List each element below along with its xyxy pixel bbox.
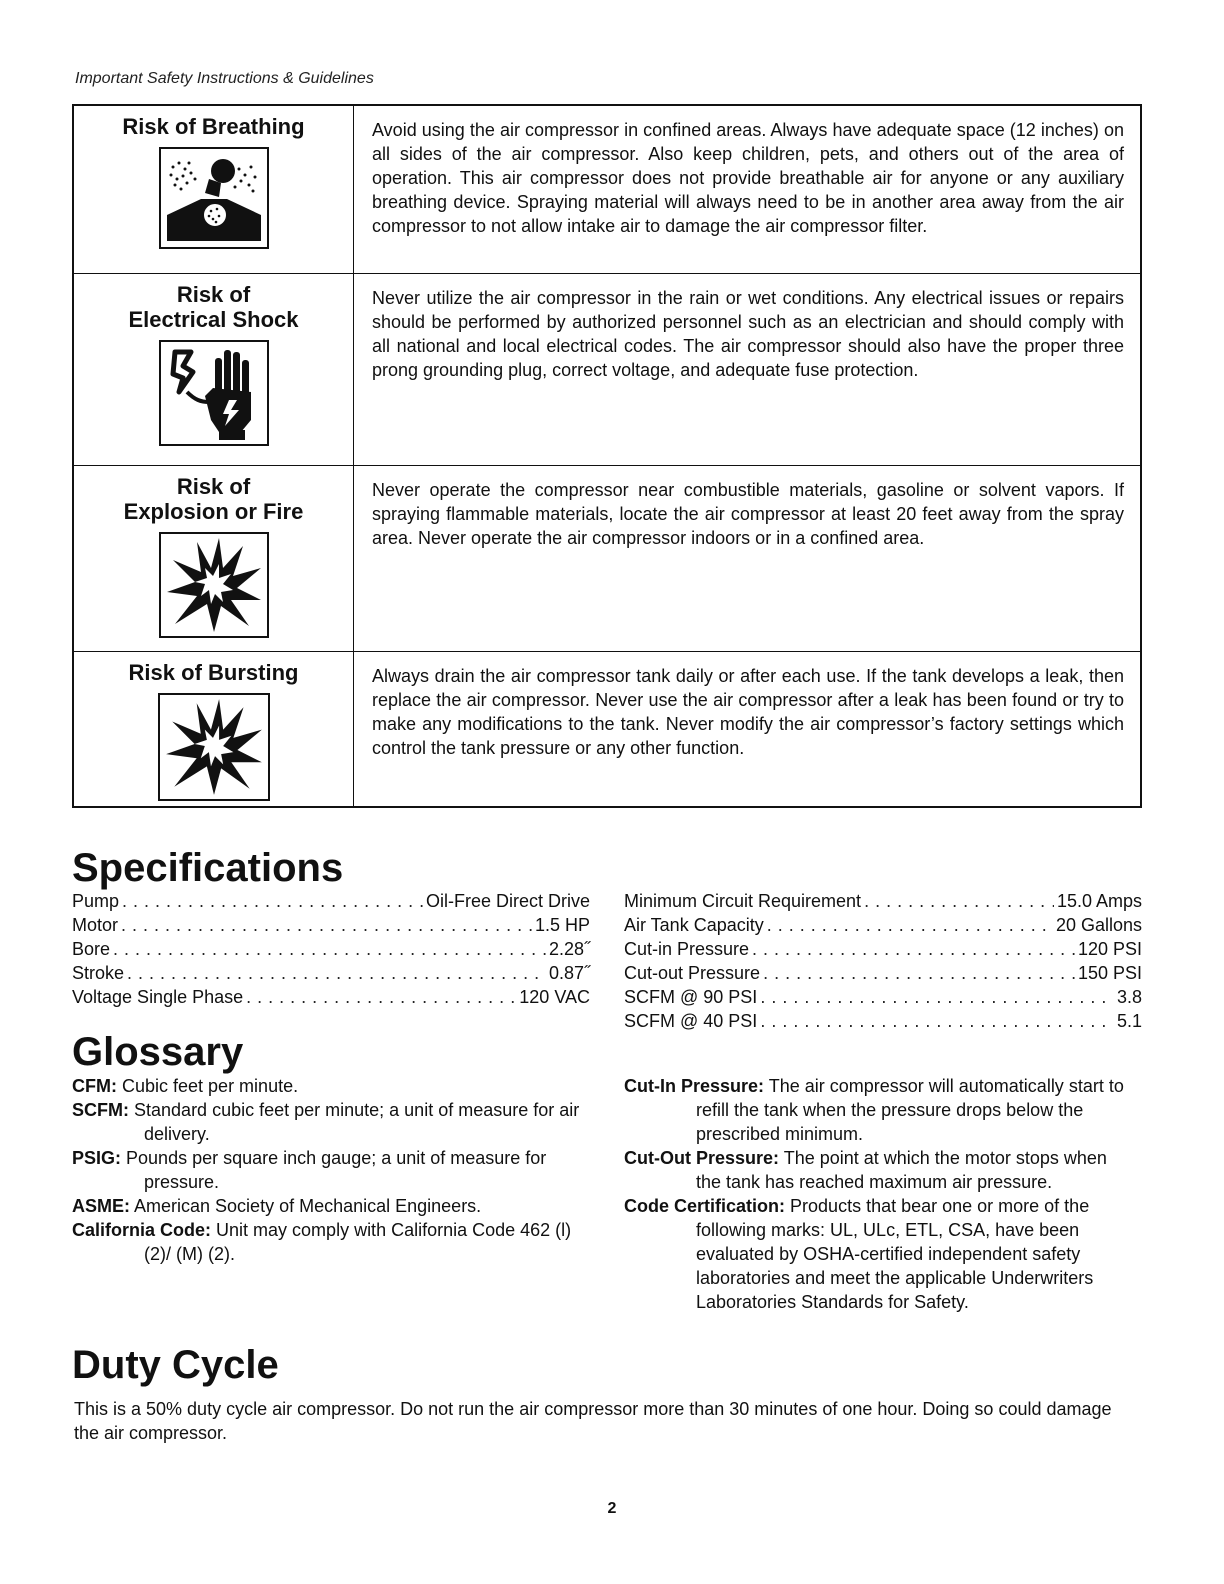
glossary-term: SCFM:	[72, 1100, 129, 1120]
page-number: 2	[607, 1500, 617, 1517]
risk-description: Avoid using the air compressor in confined areas. Always have adequate space (12 inches) on all sides of the air compressor. Also keep children, pets, and others out of the area of operation. This air compressor does not provide breathable air for anyone or any auxiliary breathing device. Spraying material will always need to be in another area away from the air compressor to not allow intake air to damage the air compressor filter.	[354, 105, 1142, 273]
duty-cycle-heading: Duty Cycle	[72, 1343, 279, 1387]
glossary-term: CFM:	[72, 1076, 117, 1096]
glossary-term: ASME:	[72, 1196, 130, 1216]
specifications-heading: Specifications	[72, 846, 344, 890]
spec-label: Motor	[72, 915, 119, 935]
leader-dots	[127, 961, 546, 985]
spec-row	[624, 961, 1142, 985]
spec-row	[624, 913, 1142, 937]
specifications-right-column	[624, 889, 1142, 1033]
spec-value: 5.1	[1116, 1011, 1142, 1031]
risk-title: Risk of Bursting	[128, 659, 299, 685]
leader-dots	[763, 961, 1075, 985]
risk-label-cell	[73, 651, 354, 807]
leader-dots	[113, 937, 546, 961]
duty-cycle-text: This is a 50% duty cycle air compressor. Do not run the air compressor more than 30 minutes of one hour. Doing so could damage the air compressor.	[74, 1399, 1112, 1443]
risk-label-cell	[73, 465, 354, 651]
spec-value: 120 VAC	[519, 987, 590, 1007]
spec-label: Air Tank Capacity	[624, 915, 764, 935]
spec-row	[624, 1009, 1142, 1033]
spec-label: SCFM @ 90 PSI	[624, 987, 758, 1007]
glossary-definition: The point at which the motor stops when the tank has reached maximum air pressure.	[696, 1148, 1107, 1192]
glossary-entry	[624, 1194, 1124, 1314]
risk-label-cell	[73, 273, 354, 465]
spec-value: 150 PSI	[1077, 963, 1142, 983]
spec-row	[72, 913, 590, 937]
spec-label: Pump	[72, 891, 120, 911]
glossary-term: PSIG:	[72, 1148, 122, 1168]
risk-description: Never operate the compressor near combustible materials, gasoline or solvent vapors. If spraying flammable materials, locate the air compressor at least 20 feet away from the spray area. Never operate the air compressor indoors or in a confined area.	[354, 465, 1142, 651]
running-header: Important Safety Instructions & Guidelines	[75, 70, 374, 87]
risk-description: Never utilize the air compressor in the rain or wet conditions. Any electrical issues or repairs should be performed by authorized personnel such as an electrician and should comply with all national and local electrical codes. The air compressor should also have the proper three prong grounding plug, correct voltage, and adequate fuse protection.	[354, 273, 1142, 465]
risk-row-bursting	[73, 651, 1141, 807]
electrical-shock-icon	[159, 340, 269, 446]
explosion-icon	[159, 532, 269, 638]
spec-value: Oil-Free Direct Drive	[425, 891, 590, 911]
glossary-entry	[72, 1098, 592, 1146]
spec-value: 120 PSI	[1077, 939, 1142, 959]
glossary-definition: Pounds per square inch gauge; a unit of measure for pressure.	[126, 1148, 547, 1192]
risk-row-breathing	[73, 105, 1141, 273]
glossary-term: California Code:	[72, 1220, 212, 1240]
spec-label: Cut-in Pressure	[624, 939, 750, 959]
risk-row-electrical-shock	[73, 273, 1141, 465]
leader-dots	[752, 937, 1075, 961]
glossary-term: Cut-Out Pressure:	[624, 1148, 780, 1168]
spec-label: Minimum Circuit Requirement	[624, 891, 862, 911]
glossary-entry	[72, 1218, 592, 1266]
spec-label: SCFM @ 40 PSI	[624, 1011, 758, 1031]
glossary-right-column	[624, 1074, 1124, 1314]
glossary-definition: The air compressor will automatically start to refill the tank when the pressure drops below the prescribed minimum.	[696, 1076, 1124, 1144]
bursting-icon	[158, 693, 270, 801]
spec-value: 0.87˝	[548, 963, 590, 983]
glossary-entry	[624, 1074, 1124, 1146]
glossary-term: Code Certification:	[624, 1196, 786, 1216]
leader-dots	[121, 913, 532, 937]
spec-row	[624, 889, 1142, 913]
spec-label: Stroke	[72, 963, 125, 983]
spec-row	[72, 889, 590, 913]
risk-description: Always drain the air compressor tank daily or after each use. If the tank develops a leak, then replace the air compressor. Never use the air compressor after a leak has been found or try to make any modifications to the tank. Never modify the air compressor’s factory settings which control the tank pressure or any other function.	[354, 651, 1142, 807]
leader-dots	[246, 985, 516, 1009]
glossary-definition: Products that bear one or more of the following marks: UL, ULc, ETL, CSA, have been evaluated by OSHA-certified independent safety laboratories and meet the applicable Underwriters Laboratories Standards for Safety.	[696, 1196, 1094, 1312]
glossary-definition: Cubic feet per minute.	[122, 1076, 299, 1096]
specifications-left-column	[72, 889, 590, 1009]
glossary-entry	[72, 1194, 592, 1218]
spec-row	[72, 985, 590, 1009]
spec-label: Cut-out Pressure	[624, 963, 761, 983]
glossary-definition: Unit may comply with California Code 462 (l) (2)/ (M) (2).	[144, 1220, 572, 1264]
spec-value: 2.28˝	[548, 939, 590, 959]
spec-row	[624, 937, 1142, 961]
risk-title: Risk of	[176, 473, 251, 499]
risk-title: Risk of Breathing	[122, 114, 305, 139]
risk-title: Risk of	[176, 281, 251, 307]
spec-row	[624, 985, 1142, 1009]
glossary-definition: Standard cubic feet per minute; a unit of measure for air delivery.	[134, 1100, 580, 1144]
glossary-entry	[72, 1074, 592, 1098]
safety-risk-table	[72, 104, 1142, 808]
glossary-definition: American Society of Mechanical Engineers.	[134, 1196, 482, 1216]
leader-dots	[864, 889, 1054, 913]
spec-label: Voltage Single Phase	[72, 987, 244, 1007]
leader-dots	[767, 913, 1053, 937]
glossary-entry	[72, 1146, 592, 1194]
glossary-heading: Glossary	[72, 1030, 244, 1074]
spec-value: 1.5 HP	[534, 915, 590, 935]
risk-label-cell	[73, 105, 354, 273]
spec-row	[72, 937, 590, 961]
leader-dots	[760, 1009, 1114, 1033]
risk-row-explosion-fire	[73, 465, 1141, 651]
glossary-term: Cut-In Pressure:	[624, 1076, 765, 1096]
spec-value: 15.0 Amps	[1056, 891, 1142, 911]
spec-row	[72, 961, 590, 985]
leader-dots	[122, 889, 423, 913]
spec-value: 20 Gallons	[1055, 915, 1142, 935]
risk-title: Electrical Shock	[128, 306, 299, 332]
breathing-hazard-icon	[159, 147, 269, 249]
glossary-left-column	[72, 1074, 592, 1266]
leader-dots	[760, 985, 1114, 1009]
risk-title: Explosion or Fire	[123, 498, 304, 524]
spec-value: 3.8	[1116, 987, 1142, 1007]
spec-label: Bore	[72, 939, 111, 959]
glossary-entry	[624, 1146, 1124, 1194]
